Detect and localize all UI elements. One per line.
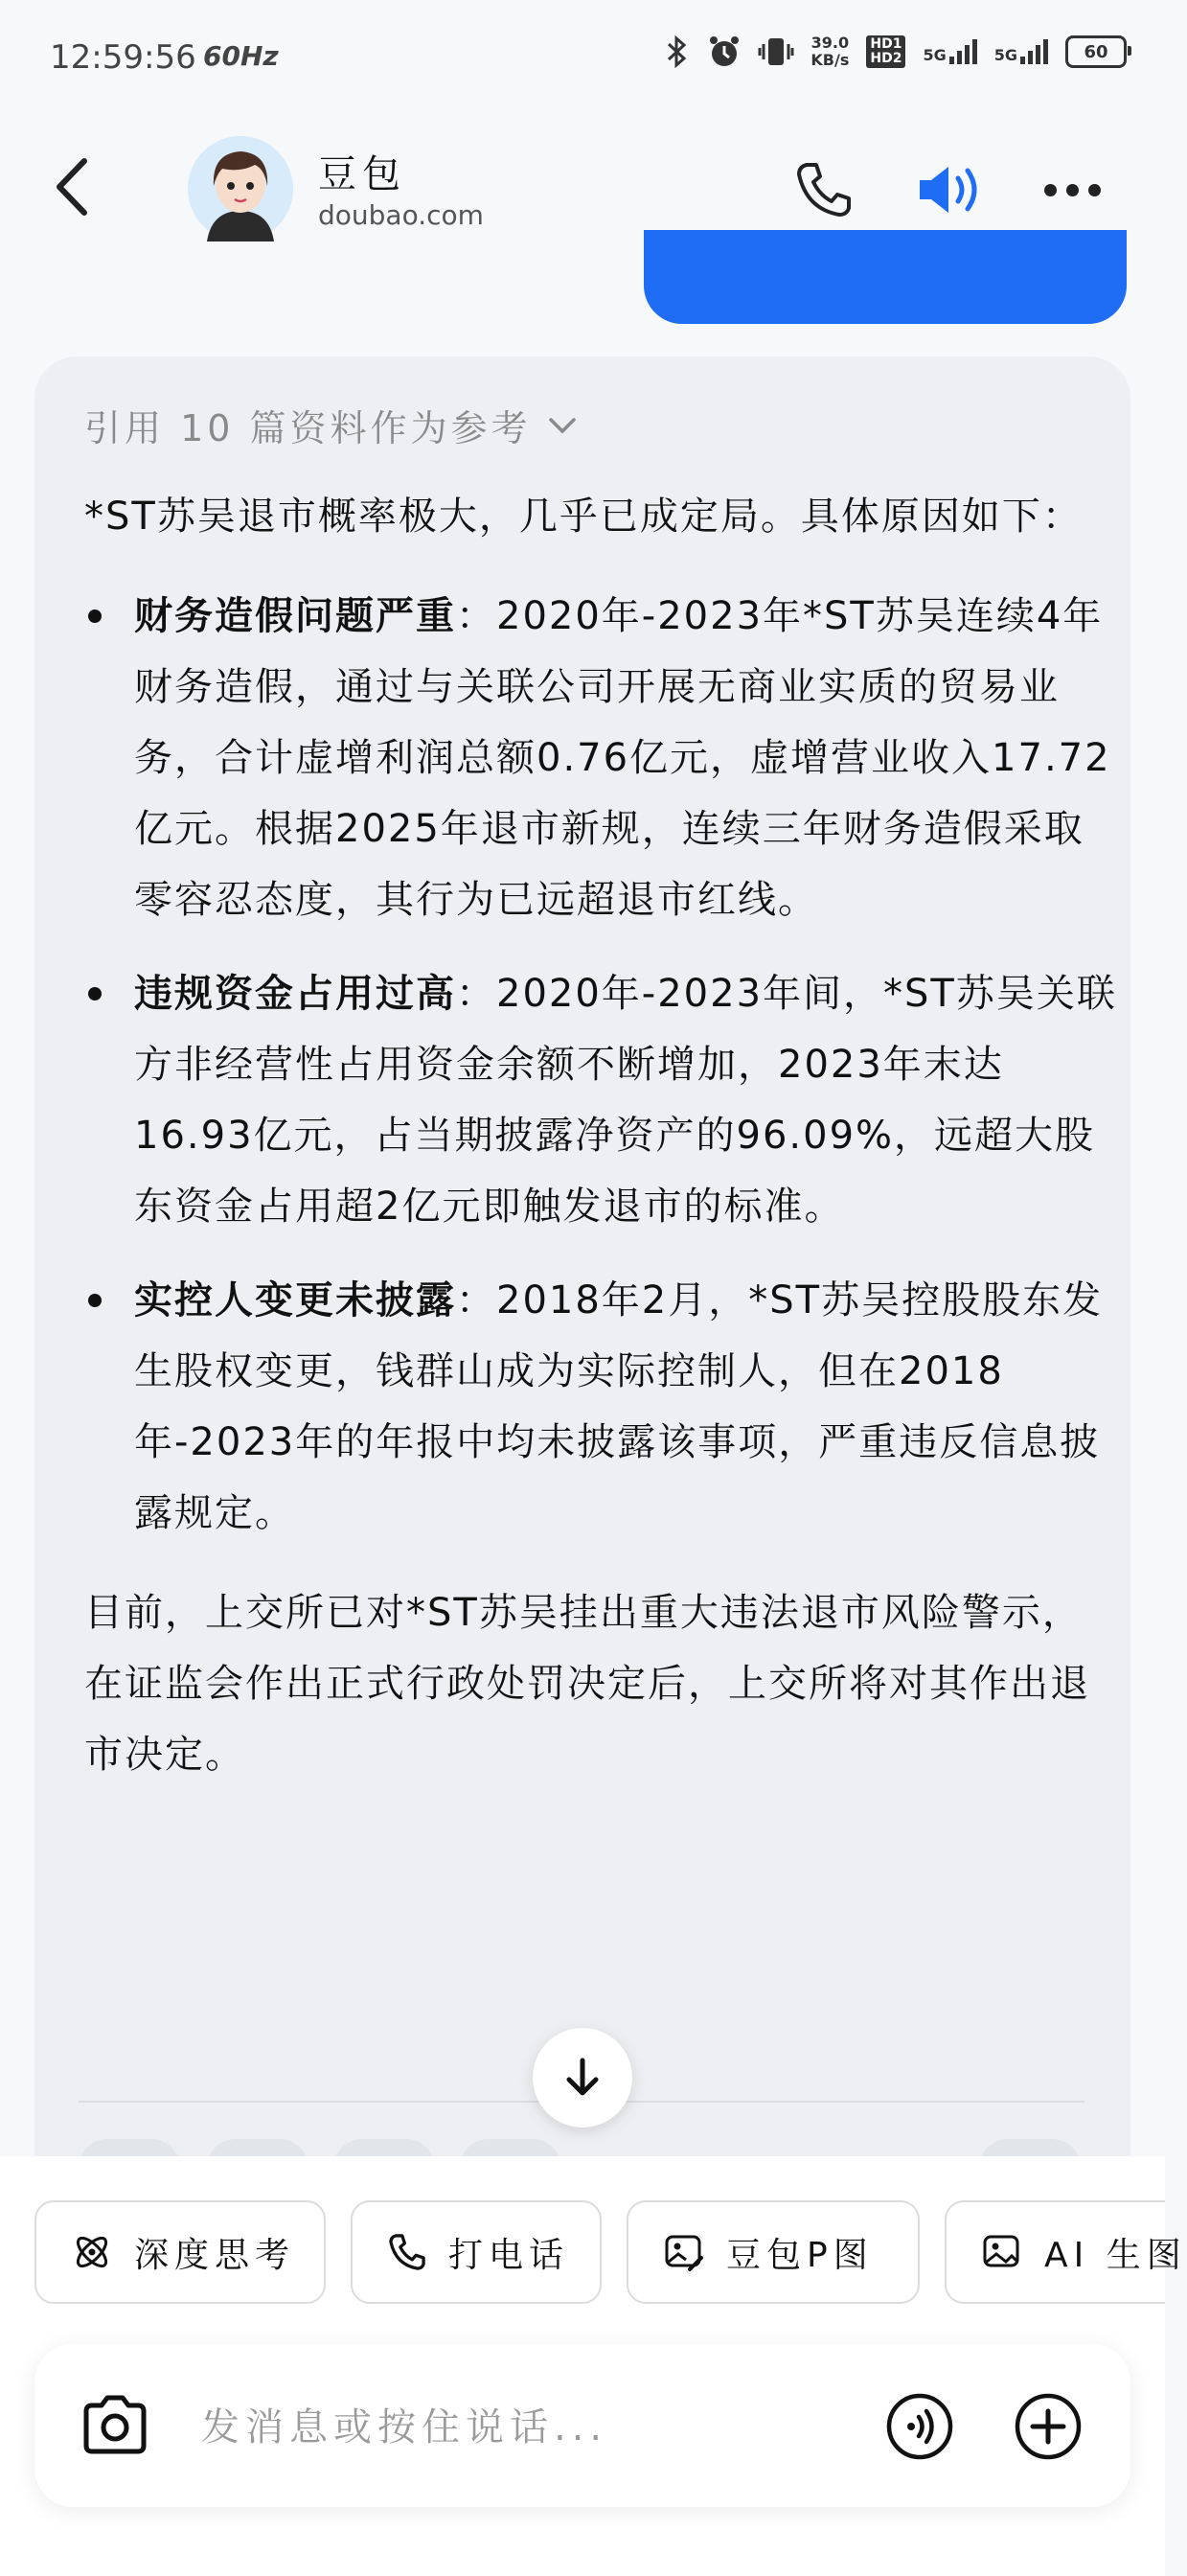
alarm-icon xyxy=(707,34,742,69)
plus-icon[interactable] xyxy=(1014,2392,1083,2461)
speaker-icon[interactable] xyxy=(916,159,985,220)
vibrate-icon xyxy=(759,35,793,68)
voice-wave-icon[interactable] xyxy=(885,2392,954,2461)
deep-think-button[interactable] xyxy=(34,2200,326,2304)
signal-icon-1: 5G xyxy=(923,39,976,64)
camera-icon[interactable] xyxy=(80,2394,149,2457)
message-input-bar xyxy=(34,2344,1130,2507)
image-icon xyxy=(981,2231,1023,2273)
photo-edit-button[interactable] xyxy=(627,2200,920,2304)
bot-name: 豆包 xyxy=(318,152,406,196)
scroll-to-bottom-button[interactable] xyxy=(533,2028,632,2128)
bluetooth-icon xyxy=(665,35,690,68)
refresh-rate: 60Hz xyxy=(203,40,279,72)
message-input[interactable] xyxy=(199,2398,874,2457)
atom-icon xyxy=(71,2231,113,2273)
ai-image-label: AI 生图 xyxy=(1044,2235,1187,2275)
assistant-response-card xyxy=(34,356,1130,2158)
ai-image-button[interactable] xyxy=(945,2200,1187,2304)
point-text: ：2020年-2023年*ST苏吴连续4年财务造假，通过与关联公司开展无商业实质的贸易业务，合计虚增利润总额0.76亿元，虚增营业收入17.72亿元。根据2025年退市新规，连续三年财务造假采取零容忍态度，其行为已远超退市红线。 xyxy=(134,594,1111,922)
status-time: 12:59:56 xyxy=(50,38,196,77)
call-label: 打电话 xyxy=(448,2235,570,2275)
signal-icon-2: 5G xyxy=(994,39,1048,64)
phone-icon xyxy=(387,2232,427,2272)
point-title: 财务造假问题严重 xyxy=(134,594,456,638)
status-icons xyxy=(665,34,1127,69)
user-message-bubble xyxy=(644,230,1127,324)
list-item xyxy=(84,958,1119,1242)
photo-edit-label: 豆包P图 xyxy=(726,2235,874,2275)
answer-body xyxy=(84,481,1119,1790)
avatar[interactable] xyxy=(188,136,293,242)
deep-think-label: 深度思考 xyxy=(134,2235,296,2275)
network-speed: 39.0 KB/s xyxy=(810,34,850,69)
call-button[interactable] xyxy=(351,2200,602,2304)
quick-actions-bar xyxy=(0,2156,1187,2310)
avatar-image xyxy=(188,136,293,242)
image-edit-icon xyxy=(663,2231,705,2273)
list-item xyxy=(84,1265,1119,1549)
reason-list xyxy=(84,581,1119,1549)
back-arrow-icon[interactable] xyxy=(46,153,103,220)
point-text: ：2018年2月，*ST苏吴控股股东发生股权变更，钱群山成为实际控制人，但在2018年-2023年的年报中均未披露该事项，严重违反信息披露规定。 xyxy=(134,1278,1104,1535)
references-label: 引用 10 篇资料作为参考 xyxy=(84,407,532,449)
status-bar xyxy=(0,0,1165,115)
bot-domain: doubao.com xyxy=(318,199,484,231)
more-icon[interactable] xyxy=(1044,178,1111,201)
battery-icon: 60 xyxy=(1065,35,1127,68)
point-text: ：2020年-2023年间，*ST苏吴关联方非经营性占用资金余额不断增加，2023年末达16.93亿元，占当期披露净资产的96.09%，远超大股东资金占用超2亿元即触发退市的标准。 xyxy=(134,972,1117,1229)
point-title: 实控人变更未披露 xyxy=(134,1278,456,1322)
point-title: 违规资金占用过高 xyxy=(134,972,456,1016)
answer-intro: *ST苏吴退市概率极大，几乎已成定局。具体原因如下： xyxy=(84,494,1083,539)
list-item xyxy=(84,581,1119,935)
hd-icon: HD1 HD2 xyxy=(866,35,905,68)
input-area xyxy=(0,2310,1165,2576)
references-toggle[interactable] xyxy=(84,399,580,451)
phone-icon[interactable] xyxy=(793,159,855,220)
answer-outro: 目前，上交所已对*ST苏吴挂出重大违法退市风险警示，在证监会作出正式行政处罚决定后，上交所将对其作出退市决定。 xyxy=(84,1591,1090,1777)
chevron-down-icon xyxy=(545,414,580,437)
arrow-down-icon xyxy=(561,2055,604,2101)
